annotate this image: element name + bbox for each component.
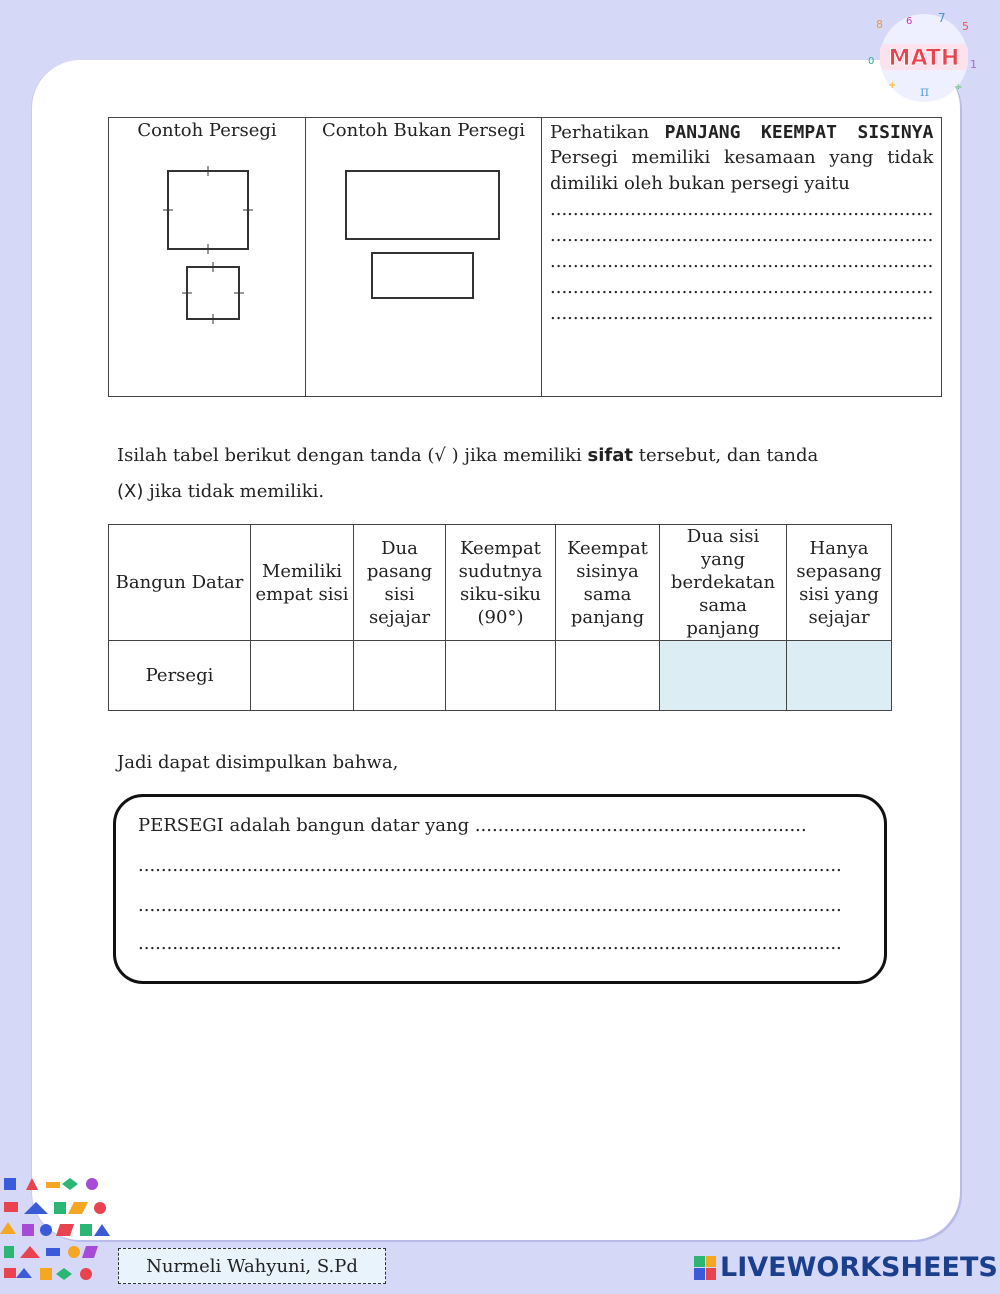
answer-cell[interactable] <box>787 641 892 711</box>
instruction-part: Isilah tabel berikut dengan tanda ( <box>117 445 435 466</box>
observation-cell <box>542 118 942 397</box>
header-cell: Hanya sepasang sisi yang sejajar <box>787 525 892 641</box>
instruction-part: jika tidak memiliki. <box>143 481 325 502</box>
instruction-part: ) jika memiliki <box>445 445 588 466</box>
svg-text:0: 0 <box>868 56 875 67</box>
header-cell: Memiliki empat sisi <box>251 525 354 641</box>
answer-cell[interactable] <box>354 641 446 711</box>
decorative-shapes <box>0 1172 112 1284</box>
conclusion-line[interactable]: ........................................................................................................................... <box>138 855 842 876</box>
svg-text:π: π <box>920 84 930 100</box>
math-logo <box>858 8 990 108</box>
answer-cell[interactable] <box>556 641 660 711</box>
answer-cell[interactable] <box>660 641 787 711</box>
observation-intro: Perhatikan <box>550 122 665 143</box>
observation-heading <box>550 120 933 146</box>
liveworksheets-brand <box>694 1252 998 1283</box>
header-cell: Keempat sisinya sama panjang <box>556 525 660 641</box>
row-label: Persegi <box>109 641 251 711</box>
svg-text:1: 1 <box>970 58 977 71</box>
cross-symbol: (X) <box>117 481 144 502</box>
small-rectangle-shape <box>372 253 473 298</box>
properties-table <box>108 524 892 711</box>
svg-text:8: 8 <box>876 18 883 31</box>
answer-cell[interactable] <box>251 641 354 711</box>
non-square-examples-figure <box>314 141 533 341</box>
instruction-text <box>117 438 883 510</box>
header-cell: Dua pasang sisi sejajar <box>354 525 446 641</box>
square-examples-header: Contoh Persegi <box>137 120 277 141</box>
large-square-shape <box>168 171 248 249</box>
large-rectangle-shape <box>346 171 499 239</box>
conclusion-lead: Jadi dapat disimpulkan bahwa, <box>117 752 399 773</box>
table-header-row <box>109 525 892 641</box>
svg-text:5: 5 <box>962 20 969 33</box>
instruction-bold: sifat <box>587 445 633 466</box>
author-label: Nurmeli Wahyuni, S.Pd <box>118 1248 386 1284</box>
small-square-shape <box>187 267 239 319</box>
svg-text:÷: ÷ <box>954 82 963 93</box>
svg-text:7: 7 <box>938 11 946 25</box>
example-table <box>108 117 942 397</box>
observation-bold: PANJANG KEEMPAT SISINYA <box>664 122 934 143</box>
non-square-examples-header: Contoh Bukan Persegi <box>321 120 526 141</box>
answer-line[interactable]: ................................................................... <box>550 225 934 246</box>
answer-line[interactable]: ................................................................... <box>550 199 934 220</box>
conclusion-box <box>113 794 887 984</box>
header-cell: Dua sisi yang berdekatan sama panjang <box>660 525 787 641</box>
header-cell: Bangun Datar <box>109 525 251 641</box>
svg-text:6: 6 <box>906 16 913 27</box>
answer-line[interactable]: ................................................................... <box>550 251 934 272</box>
svg-text:+: + <box>888 80 897 91</box>
conclusion-line[interactable]: ........................................................................................................................... <box>138 933 842 954</box>
square-examples-figure <box>117 141 297 371</box>
conclusion-line[interactable]: PERSEGI adalah bangun datar yang .......................................................... <box>138 815 807 836</box>
liveworksheets-logo-icon <box>694 1256 716 1280</box>
square-examples-cell <box>109 118 306 397</box>
conclusion-line[interactable]: ........................................................................................................................... <box>138 895 842 916</box>
math-logo-text: MATH <box>888 46 960 71</box>
answer-line[interactable]: ................................................................... <box>550 277 934 298</box>
instruction-part: tersebut, dan tanda <box>632 445 819 466</box>
liveworksheets-text: LIVEWORKSHEETS <box>720 1252 998 1283</box>
answer-cell[interactable] <box>446 641 556 711</box>
non-square-examples-cell <box>306 118 542 397</box>
check-symbol: √ <box>434 445 446 466</box>
table-row <box>109 641 892 711</box>
answer-line[interactable]: ................................................................... <box>550 303 934 324</box>
observation-text: Persegi memiliki kesamaan yang tidak dimiliki oleh bukan persegi yaitu <box>550 147 934 194</box>
header-cell: Keempat sudutnya siku-siku (90°) <box>446 525 556 641</box>
